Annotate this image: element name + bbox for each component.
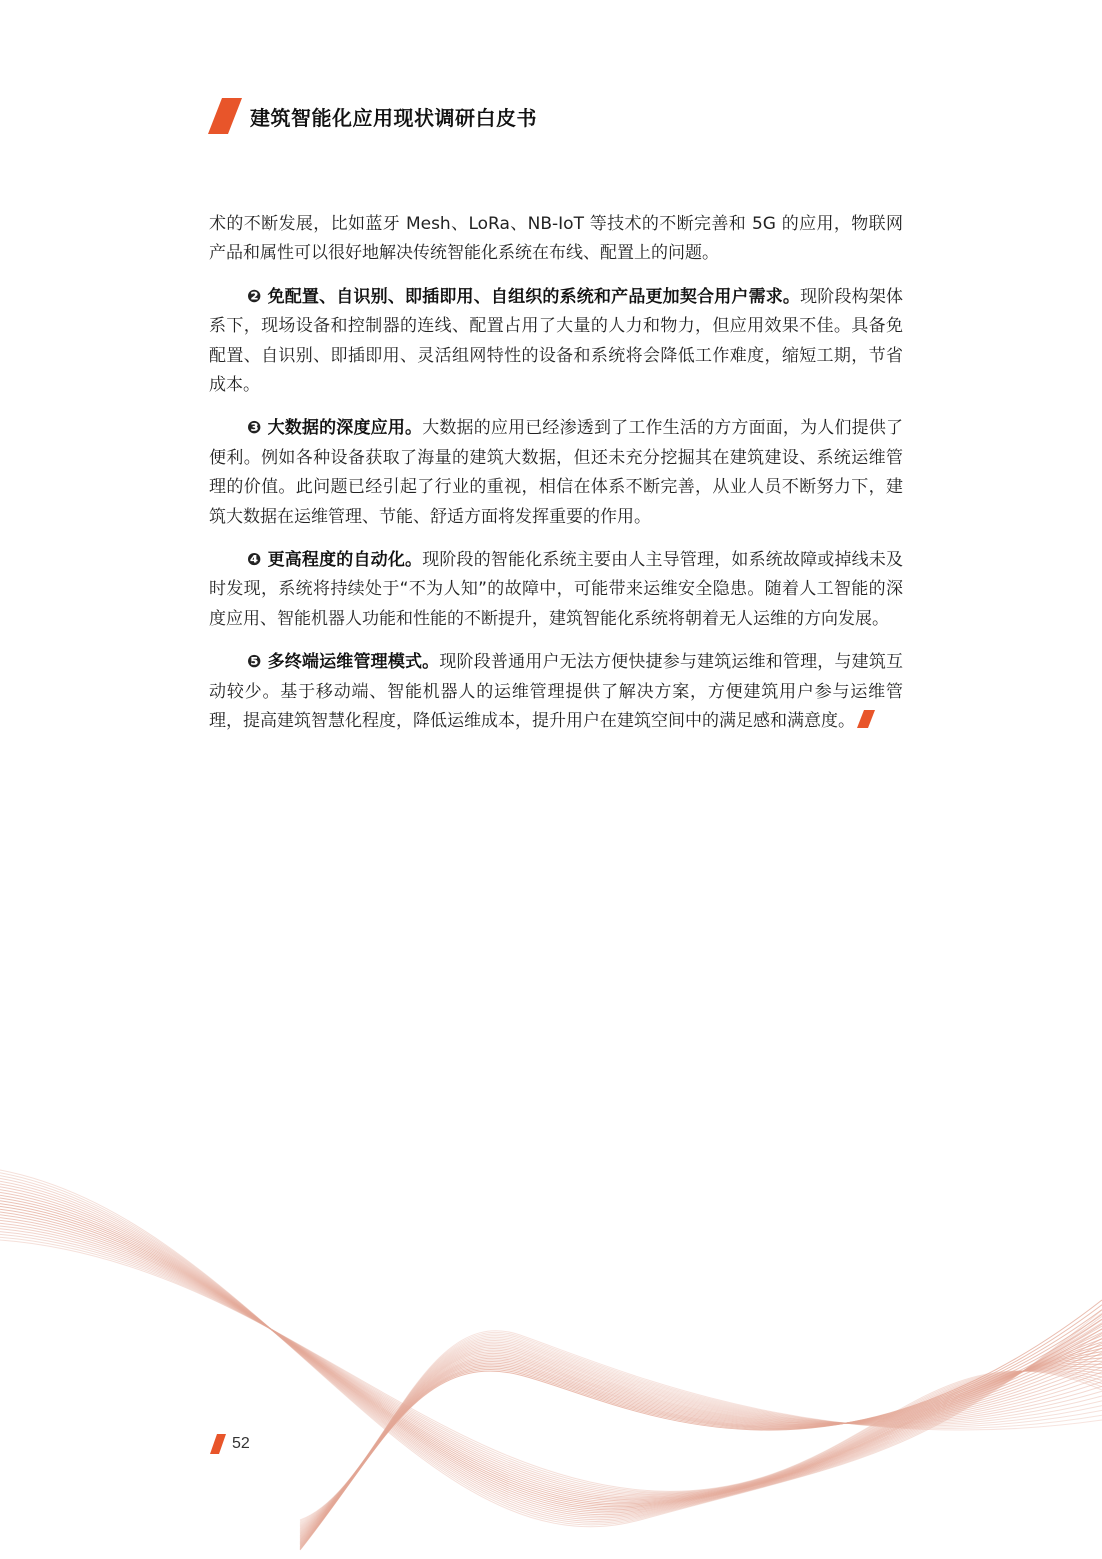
paragraph-item-2 — [209, 283, 903, 401]
paragraph-item-5 — [209, 648, 903, 736]
paragraph-lead: 多终端运维管理模式。 — [267, 652, 440, 673]
item-number: ❺ — [247, 652, 262, 673]
paragraph-text: 现阶段构架体系下，现场设备和控制器的连线、配置占用了大量的人力和物力，但应用效果不佳。具备免配置、自识别、即插即用、灵活组网特性的设备和系统将会降低工作难度，缩短工期，节省成本。 — [209, 286, 904, 396]
paragraph-lead: 免配置、自识别、即插即用、自组织的系统和产品更加契合用户需求。 — [267, 286, 801, 307]
item-number: ❸ — [247, 418, 262, 439]
slash-mark-icon — [210, 1434, 226, 1454]
paragraph-text: 现阶段普通用户无法方便快捷参与建筑运维和管理，与建筑互动较少。基于移动端、智能机器人的运维管理提供了解决方案，方便建筑用户参与运维管理，提高建筑智慧化程度，降低运维成本，提升用户在建筑空间中的满足感和满意度。 — [209, 652, 904, 732]
wave-lines-icon — [0, 1160, 1102, 1559]
end-slash-mark-icon — [857, 710, 875, 728]
page-number: 52 — [232, 1435, 250, 1452]
item-number: ❷ — [247, 286, 262, 307]
paragraph-lead: 大数据的深度应用。 — [267, 418, 423, 439]
paragraph-text: 现阶段的智能化系统主要由人主导管理，如系统故障或掉线未及时发现，系统将持续处于“不为人知”的故障中，可能带来运维安全隐患。随着人工智能的深度应用、智能机器人功能和性能的不断提升，建筑智能化系统将朝着无人运维的方向发展。 — [209, 550, 903, 629]
paragraph-text: 大数据的应用已经渗透到了工作生活的方方面面，为人们提供了便利。例如各种设备获取了海量的建筑大数据，但还未充分挖掘其在建筑建设、系统运维管理的价值。此问题已经引起了行业的重视，相信在体系不断完善，从业人员不断努力下，建筑大数据在运维管理、节能、舒适方面将发挥重要的作用。 — [209, 418, 903, 527]
paragraph-item-3 — [209, 414, 903, 532]
paragraph-lead: 更高程度的自动化。 — [267, 550, 423, 571]
paragraph-continued — [209, 210, 903, 269]
header-title: 建筑智能化应用现状调研白皮书 — [250, 105, 537, 130]
document-body — [209, 210, 903, 751]
paragraph-item-4 — [209, 546, 903, 634]
item-number: ❹ — [247, 550, 262, 571]
page-header — [208, 98, 537, 134]
slash-mark-icon — [208, 98, 242, 134]
paragraph-text: 术的不断发展，比如蓝牙 Mesh、LoRa、NB-IoT 等技术的不断完善和 5G 的应用，物联网产品和属性可以很好地解决传统智能化系统在布线、配置上的问题。 — [209, 214, 903, 264]
page-footer — [210, 1434, 250, 1454]
